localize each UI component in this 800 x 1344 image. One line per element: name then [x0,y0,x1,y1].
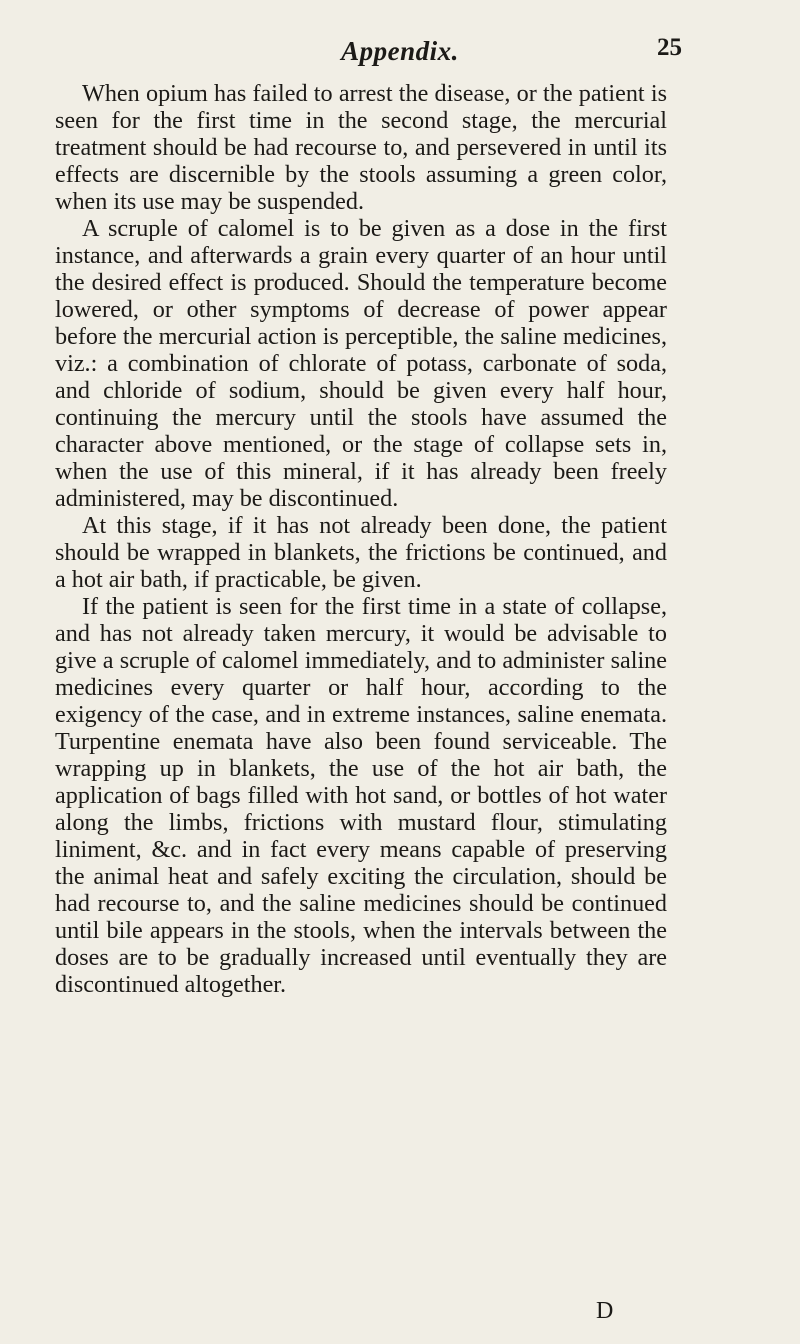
printer-signature: D [596,1298,614,1324]
paragraph-calomel-dose: A scruple of calomel is to be given as a dose in the first instance, and afterwards a grain every quarter of an hour until the desired effect is produced. Should the temperature become lowered, or other symptoms of decrease of power appear before the mercurial action is perceptible, the saline medicines, viz.: a combination of chlorate of potass, carbonate of soda, and chloride of sodium, should be given every half hour, continuing the mercury until the stools have assumed the character above mentioned, or the stage of collapse sets in, when the use of this mineral, if it has already been freely administered, may be discontinued. [55,215,667,512]
page-number: 25 [657,34,682,61]
paragraph-blankets: At this stage, if it has not already been done, the patient should be wrapped in blankets, the frictions be continued, and a hot air bath, if practicable, be given. [55,512,667,593]
page-header [0,30,800,70]
paragraph-collapse: If the patient is seen for the first time in a state of collapse, and has not already taken mercury, it would be advisable to give a scruple of calomel immediately, and to administer saline medicines every quarter or half hour, according to the exigency of the case, and in extreme instances, saline enemata. Turpentine enemata have also been found serviceable. The wrapping up in blankets, the use of the hot air bath, the application of bags filled with hot sand, or bottles of hot water along the limbs, frictions with mustard flour, stimulating liniment, &c. and in fact every means capable of preserving the animal heat and safely exciting the circulation, should be had recourse to, and the saline medicines should be continued until bile appears in the stools, when the intervals between the doses are to be gradually increased until eventually they are discontinued altogether. [55,593,667,998]
running-title: Appendix. [341,36,459,66]
body-text [55,80,667,998]
paragraph-opium: When opium has failed to arrest the disease, or the patient is seen for the first time in the second stage, the mercurial treatment should be had recourse to, and persevered in until its effects are discernible by the stools assuming a green color, when its use may be suspended. [55,80,667,215]
